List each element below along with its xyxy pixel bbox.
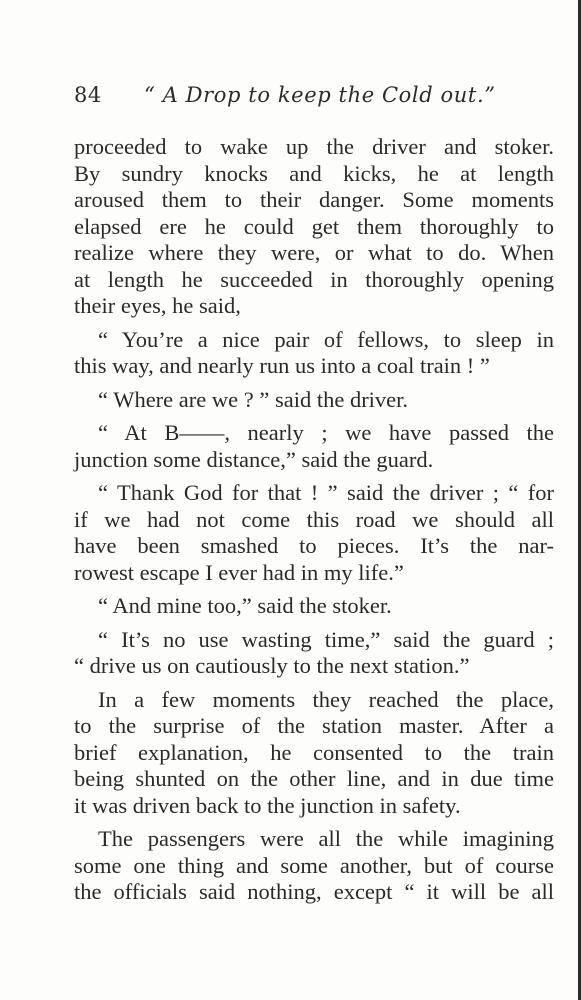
running-title: “ A Drop to keep the Cold out.” [144, 83, 496, 107]
paragraph [74, 134, 554, 320]
text-line: some one thing and some another, but of course [74, 852, 554, 878]
page-number: 84 [74, 83, 102, 107]
text-line: elapsed ere he could get them thoroughly to [74, 213, 554, 239]
text-line: “ You’re a nice pair of fellows, to sleep in [98, 326, 554, 352]
paragraph [74, 480, 554, 586]
paragraph [74, 627, 554, 680]
text-line: In a few moments they reached the place, [98, 686, 554, 712]
text-line: “ drive us on cautiously to the next station.” [74, 653, 470, 678]
text-line: their eyes, he said, [74, 293, 241, 318]
text-line: By sundry knocks and kicks, he at length [74, 160, 554, 186]
text-line: proceeded to wake up the driver and stoker. [74, 134, 554, 159]
text-line: being shunted on the other line, and in due time [74, 766, 554, 791]
paragraph [74, 826, 554, 906]
page-header [74, 83, 544, 113]
text-line: have been smashed to pieces. It’s the nar- [74, 533, 554, 558]
paragraph [74, 327, 554, 380]
body-text [74, 134, 554, 913]
paragraph [74, 387, 554, 414]
paragraph [74, 593, 554, 620]
text-line: at length he succeeded in thoroughly opening [74, 266, 554, 292]
text-line: aroused them to their danger. Some moments [74, 187, 554, 212]
text-line: this way, and nearly run us into a coal train ! ” [74, 353, 490, 378]
text-line: “ At B——, nearly ; we have passed the [98, 420, 554, 445]
text-line: if we had not come this road we should all [74, 506, 554, 532]
text-line: to the surprise of the station master. After a [74, 713, 554, 738]
text-line: “ It’s no use wasting time,” said the guard ; [98, 626, 554, 652]
paragraph [74, 687, 554, 820]
text-line: “ Thank God for that ! ” said the driver ; “ for [98, 480, 554, 505]
text-line: junction some distance,” said the guard. [74, 446, 434, 472]
text-line: brief explanation, he consented to the train [74, 739, 554, 765]
text-line: rowest escape I ever had in my life.” [74, 559, 404, 585]
paragraph [74, 420, 554, 473]
text-line: the officials said nothing, except “ it will be all [74, 879, 554, 904]
text-line: “ And mine too,” said the stoker. [98, 593, 392, 618]
text-line: it was driven back to the junction in safety. [74, 792, 461, 818]
text-line: The passengers were all the while imagining [98, 826, 554, 851]
text-line: realize where they were, or what to do. When [74, 240, 554, 265]
text-line: “ Where are we ? ” said the driver. [98, 386, 409, 412]
